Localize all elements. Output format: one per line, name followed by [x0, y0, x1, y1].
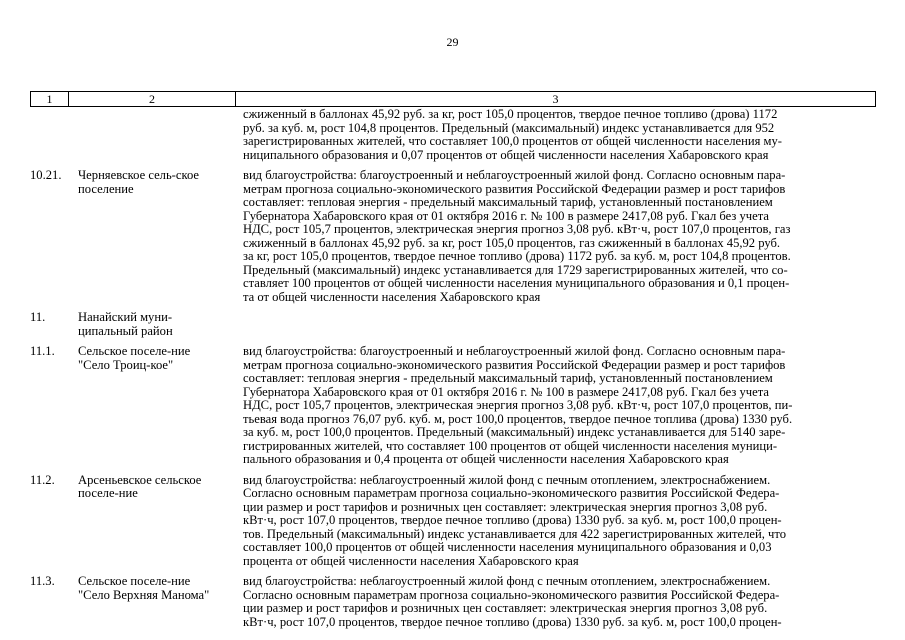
- table-body: [30, 108, 876, 629]
- description-line: за кг, рост 105,0 процентов, твердое печное топливо (дрова) 1172 руб. за куб. м, рост 104,8 процентов.: [243, 249, 791, 263]
- description-line: кВт·ч, рост 107,0 процентов, твердое печное топливо (дрова) 1330 руб. за куб. м, рост 100,0 процен-: [243, 614, 782, 629]
- tariff-description: [215, 108, 876, 162]
- tariff-description: [215, 311, 876, 338]
- description-line: процента от общей численности населения Хабаровского края: [243, 553, 579, 568]
- table-header-col-3: 3: [552, 92, 559, 106]
- settlement-name: Черняевское сель-ское поселение: [78, 168, 199, 196]
- description-line: зарегистрированных жителей, что составляет 100,0 процентов от общей численности населения му-: [243, 134, 782, 148]
- description-line: ставляет 100 процентов от общей численности населения муниципального образования и 0,1 процен-: [243, 276, 790, 290]
- settlement-name: Сельское поселе-ние "Село Верхняя Манома": [78, 574, 210, 602]
- tariff-description: [215, 345, 876, 467]
- row-number: 11.: [30, 310, 46, 324]
- description-line: за куб. м, рост 100,0 процентов. Предельный (максимальный) индекс устанавливается для 5140 заре-: [243, 425, 786, 439]
- description-line: кВт·ч, рост 107,0 процентов, твердое печное топливо (дрова) 1330 руб. за куб. м, рост 100,0 процен-: [243, 513, 782, 527]
- description-line: метрам прогноза социально-экономического развития Российской Федерации размер и рост тарифов: [243, 181, 786, 196]
- description-line: НДС, рост 105,7 процентов, электрическая энергия прогноз 3,08 руб. кВт·ч, рост 107,0 процентов, газ: [243, 222, 791, 236]
- row-number: 10.21.: [30, 168, 62, 182]
- table-header-col-1: 1: [31, 92, 69, 106]
- row-number: 11.2.: [30, 472, 55, 487]
- settlement-name: Арсеньевское сельское поселе-ние: [78, 472, 202, 500]
- description-line: НДС, рост 105,7 процентов, электрическая энергия прогноз 3,08 руб. кВт·ч, рост 107,0 процентов, пи-: [243, 398, 793, 412]
- page-number: 29: [446, 35, 459, 49]
- description-line: Согласно основным параметрам прогноза социально-экономического развития Российской Федера-: [243, 486, 780, 500]
- table-row: [30, 575, 876, 629]
- table-row: [30, 474, 876, 569]
- description-line: Предельный (максимальный) индекс устанавливается для 1729 зарегистрированных жителей, что со-: [243, 262, 788, 277]
- settlement-name: Сельское поселе-ние "Село Троиц-кое": [78, 344, 191, 372]
- description-line: составляет: тепловая энергия - предельный максимальный тариф, установленный постановлением: [243, 195, 773, 209]
- description-line: вид благоустройства: неблагоустроенный жилой фонд с печным отоплением, электроснабжением.: [243, 472, 771, 487]
- description-line: та от общей численности населения Хабаровского края: [243, 289, 541, 304]
- tariff-description: [215, 474, 876, 569]
- row-number: [30, 108, 76, 162]
- settlement-name: [76, 108, 215, 162]
- row-number: 11.1.: [30, 344, 55, 358]
- description-line: ции размер и рост тарифов и розничных цен составляет: электрическая энергия прогноз 3,08 руб.: [243, 601, 768, 615]
- description-line: тьевая вода прогноз 76,07 руб. куб. м, рост 100,0 процентов, твердое печное топлива (дрова) 1330 руб.: [243, 411, 793, 426]
- table-header-col-2: 2: [69, 92, 236, 106]
- table-row: [30, 108, 876, 162]
- description-line: составляет: тепловая энергия - предельный максимальный тариф, установленный постановлением: [243, 371, 773, 385]
- description-line: Согласно основным параметрам прогноза социально-экономического развития Российской Федера-: [243, 587, 780, 602]
- settlement-name: Нанайский муни-ципальный район: [78, 310, 173, 338]
- table-row: [30, 169, 876, 304]
- description-line: Губернатора Хабаровского края от 01 октября 2016 г. № 100 в размере 2417,08 руб. Гкал без учета: [243, 384, 769, 399]
- description-line: сжиженный в баллонах 45,92 руб. за кг, рост 105,0 процентов, газ сжиженный в баллонах 45,92 руб.: [243, 235, 781, 250]
- description-line: тов. Предельный (максимальный) индекс устанавливается для 422 зарегистрированных жителей, что: [243, 526, 787, 541]
- description-line: сжиженный в баллонах 45,92 руб. за кг, рост 105,0 процентов, твердое печное топливо (дрова) 1172: [243, 107, 778, 121]
- tariff-description: [215, 575, 876, 629]
- table-header-row: [30, 91, 876, 107]
- description-line: вид благоустройства: неблагоустроенный жилой фонд с печным отоплением, электроснабжением.: [243, 574, 771, 588]
- description-line: ции размер и рост тарифов и розничных цен составляет: электрическая энергия прогноз 3,08 руб.: [243, 499, 768, 514]
- description-line: пального образования и 0,4 процента от общей численности населения Хабаровского края: [243, 452, 729, 466]
- description-line: вид благоустройства: благоустроенный и неблагоустроенный жилой фонд. Согласно основным пара-: [243, 168, 786, 182]
- description-line: вид благоустройства: благоустроенный и неблагоустроенный жилой фонд. Согласно основным пара-: [243, 344, 786, 358]
- row-number: 11.3.: [30, 574, 55, 588]
- description-line: руб. за куб. м, рост 104,8 процентов. Предельный (максимальный) индекс устанавливается для 952: [243, 120, 775, 135]
- table-row: [30, 311, 876, 338]
- description-line: составляет 100,0 процентов от общей численности населения муниципального образования и 0,03: [243, 540, 772, 554]
- description-line: ниципального образования и 0,07 процентов от общей численности населения Хабаровского края: [243, 147, 769, 162]
- description-line: метрам прогноза социально-экономического развития Российской Федерации размер и рост тарифов: [243, 357, 786, 372]
- description-line: гистрированных жителей, что составляет 100 процентов от общей численности населения муници-: [243, 438, 778, 453]
- table-row: [30, 345, 876, 467]
- description-line: Губернатора Хабаровского края от 01 октября 2016 г. № 100 в размере 2417,08 руб. Гкал без учета: [243, 208, 769, 223]
- tariff-description: [215, 169, 876, 304]
